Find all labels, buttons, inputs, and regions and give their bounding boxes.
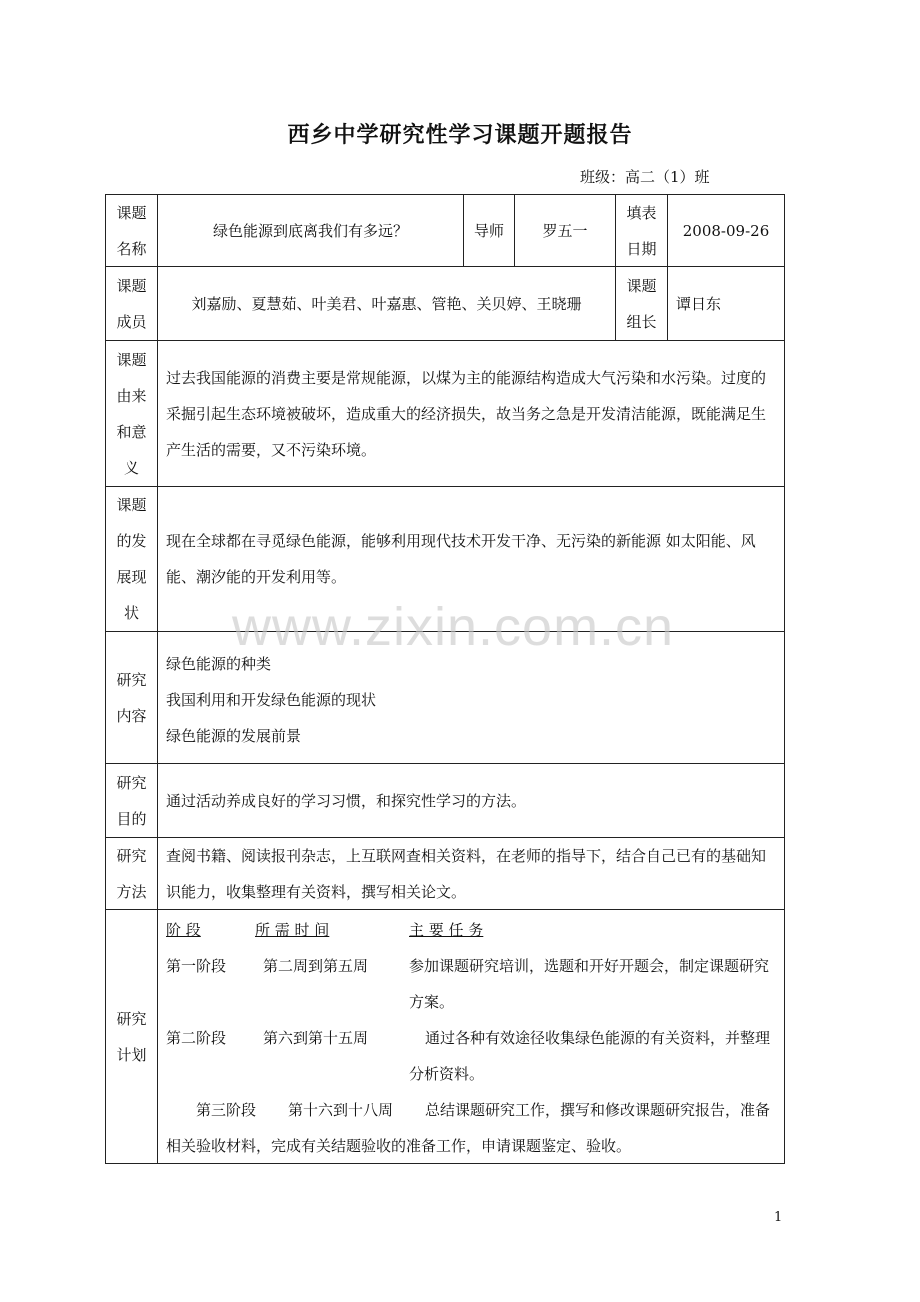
members-cell (157, 266, 616, 341)
plan-time: 第二周到第五周 (263, 957, 369, 975)
status-label-cell (105, 486, 158, 632)
advisor-label-cell (463, 194, 515, 267)
origin-text: 过去我国能源的消费主要是常规能源，以煤为主的能源结构造成大气污染和水污染。过度的采掘引起生态环境被破坏，造成重大的经济损失，故当务之急是开发清洁能源，既能满足生产生活的需要，又不污染环境。 (166, 368, 767, 459)
method-label-cell (105, 837, 158, 910)
plan-label-cell (105, 909, 158, 1164)
topic-value: 绿色能源到底离我们有多远？ (212, 221, 408, 240)
goal-label-cell (105, 763, 158, 838)
plan-header-time: 所 需 时 间 (255, 921, 330, 939)
page-title: 西乡中学研究性学习课题开题报告 (287, 123, 633, 148)
plan-label: 研究计划 (116, 1009, 147, 1064)
status-label: 课题的发展现状 (116, 496, 147, 622)
plan-task: 参加课题研究培训，选题和开好开题会，制定课题研究方案。 (409, 957, 770, 1011)
method-cell (157, 837, 785, 910)
date-label: 填表日期 (626, 203, 657, 258)
watermark: www.zixin.com.cn (232, 597, 675, 657)
plan-time: 第六到第十五周 (263, 1029, 369, 1047)
origin-cell (157, 340, 785, 487)
advisor-label: 导师 (473, 221, 504, 240)
plan-stage: 第三阶段 (196, 1101, 257, 1119)
goal-cell (157, 763, 785, 838)
advisor-cell (514, 194, 616, 267)
topic-label: 课题名称 (116, 203, 147, 258)
content-cell (157, 631, 785, 764)
plan-cell (157, 909, 785, 1164)
origin-label: 课题由来和意义 (116, 350, 147, 477)
leader-label: 课题组长 (626, 276, 657, 331)
leader-value: 谭日东 (676, 294, 722, 313)
plan-header-stage: 阶 段 (166, 921, 201, 939)
plan-time: 第十六到十八周 (288, 1101, 394, 1119)
plan-stage-3 (166, 1092, 778, 1164)
content-item: 我国利用和开发绿色能源的现状 (166, 691, 377, 709)
plan-task: 通过各种有效途径收集绿色能源的有关资料，并整理分析资料。 (409, 1029, 771, 1083)
plan-stage: 第一阶段 (166, 957, 227, 975)
date-value: 2008-09-26 (682, 221, 770, 240)
plan-task: 总结课题研究工作，撰写和修改课题研究报告，准备相关验收材料，完成有关结题验收的准备工作，申请课题鉴定、验收。 (166, 1101, 771, 1155)
goal-label: 研究目的 (116, 773, 147, 828)
page-number: 1 (774, 1210, 783, 1225)
members-label: 课题成员 (116, 276, 147, 331)
content-label-cell (105, 631, 158, 764)
content-label: 研究内容 (116, 670, 147, 725)
goal-text: 通过活动养成良好的学习习惯，和探究性学习的方法。 (166, 791, 527, 810)
advisor-value: 罗五一 (542, 221, 588, 240)
content-item: 绿色能源的种类 (166, 655, 272, 673)
origin-label-cell (105, 340, 158, 487)
class-info: 班级：高二（1）班 (580, 168, 710, 186)
method-label: 研究方法 (116, 846, 147, 901)
status-text: 现在全球都在寻觅绿色能源，能够利用现代技术开发干净、无污染的新能源 如太阳能、风能、潮汐能的开发利用等。 (166, 532, 756, 586)
method-text: 查阅书籍、阅读报刊杂志，上互联网查相关资料，在老师的指导下，结合自己已有的基础知识能力，收集整理有关资料，撰写相关论文。 (166, 846, 767, 901)
topic-label-cell (105, 194, 158, 267)
members-label-cell (105, 266, 158, 341)
leader-cell (667, 266, 785, 341)
plan-stage: 第二阶段 (166, 1029, 227, 1047)
date-label-cell (615, 194, 668, 267)
content-item: 绿色能源的发展前景 (166, 727, 302, 745)
plan-header-task: 主 要 任 务 (409, 921, 484, 939)
members-value: 刘嘉励、夏慧茹、叶美君、叶嘉惠、管艳、关贝婷、王晓珊 (191, 294, 582, 313)
topic-cell (157, 194, 464, 267)
leader-label-cell (615, 266, 668, 341)
status-cell (157, 486, 785, 632)
date-cell (667, 194, 785, 267)
